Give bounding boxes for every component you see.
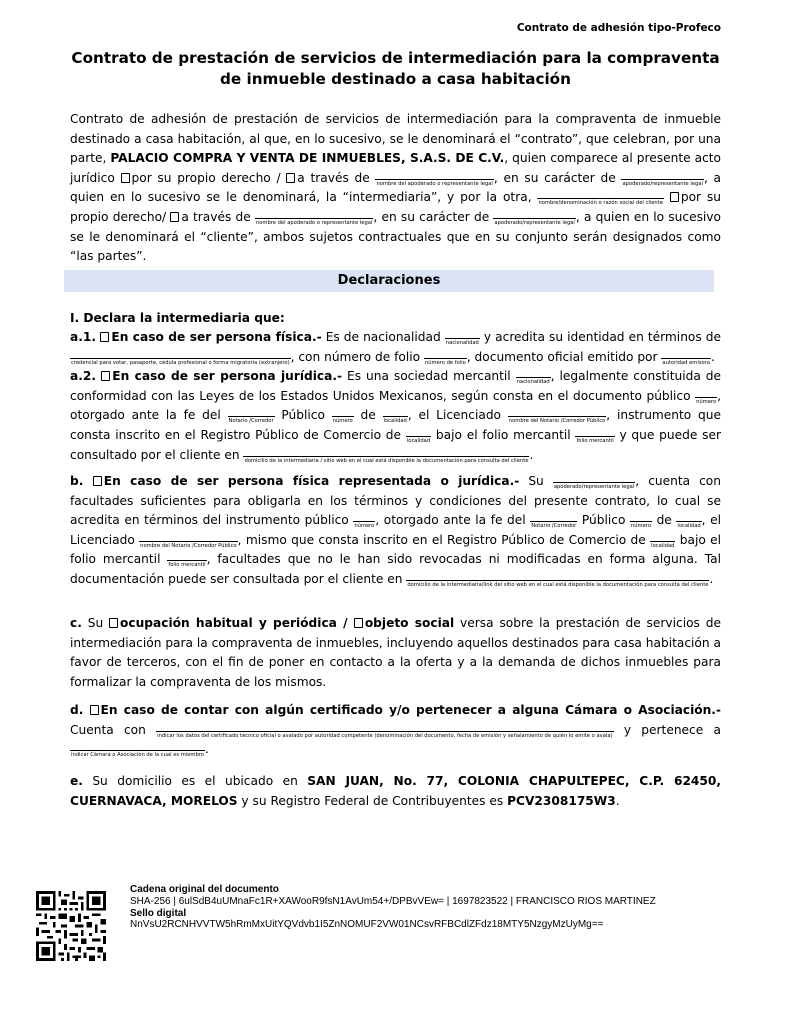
- header-tag: Contrato de adhesión tipo-Profeco: [516, 22, 721, 34]
- blank-field[interactable]: folio mercantil: [576, 437, 614, 444]
- blank-field[interactable]: Notario /Corredor: [228, 418, 274, 425]
- section-title: Declaraciones: [337, 273, 441, 288]
- blank-field[interactable]: localidad: [677, 523, 701, 530]
- blank-field[interactable]: indicar Cámara o Asociación de la cual es miembro: [71, 752, 204, 759]
- blank-field[interactable]: domicilio de la intermediaria/link del sitio web en el cual está disponible la documentación para consulta del cliente: [407, 581, 709, 588]
- checkbox-icon[interactable]: [286, 173, 295, 183]
- intro-paragraph: Contrato de adhesión de prestación de servicios de intermediación para la compraventa de inmueble destinado a casa habitación, al que, en lo sucesivo, se le denominará el “contrato”, que celebran, por una parte, PALACIO COMPRA Y VENTA DE INMUEBLES, S.A.S. DE C.V., quien comparece al presente acto jurídico por su propio derecho / a través de nombre del apoderado o representante legal, en su carácter de apoderado/representante legal, a quien en lo sucesivo se le denominará, la “intermediaria”, y por la otra, nombre/denominación o razón social del cliente por su propio derecho/ a través de nombre del apoderado o representante legal, en su carácter de apoderado/representante legal, a quien en lo sucesivo se le denominará el “cliente”, ambos sujetos contractuales que en su conjunto serán designados como “las partes”.: [70, 112, 722, 264]
- blank-field[interactable]: número de folio: [424, 359, 466, 366]
- declaration-d: d. En caso de contar con algún certificado y/o pertenecer a alguna Cámara o Asociación.- Cuenta con indicar los datos del certificado técnico oficial o avalado por autoridad competente (denominación del documento, fecha de emisión y señalamiento de quién lo emite o avala) y pertenece a indicar Cámara o Asociación de la cual es miembro.: [70, 703, 721, 759]
- blank-field[interactable]: localidad: [383, 418, 407, 425]
- blank-field[interactable]: nombre/denominación o razón social del cliente: [538, 200, 663, 207]
- blank-field[interactable]: localidad: [651, 542, 675, 549]
- checkbox-icon[interactable]: [100, 332, 109, 342]
- cadena-value: SHA-256 | 6ulSdB4uUMnaFc1R+XAWooR9fsN1AvUm54+/DPBvVEw= | 1697823522 | FRANCISCO RIOS MARTINEZ: [130, 895, 656, 907]
- blank-field[interactable]: autoridad emisora: [662, 359, 710, 366]
- sello-value: NnVsU2RCNHVVTW5hRmMxUitYQVdvb1I5ZnNOMUF2VW01NCsvRFBCdlZFdz18MTY5NzgyMzUyMg==: [130, 919, 604, 931]
- blank-field[interactable]: Notario /Corredor: [531, 523, 577, 530]
- blank-field[interactable]: apoderado/representante legal: [553, 484, 635, 490]
- blank-field[interactable]: folio mercantil: [168, 562, 206, 569]
- checkbox-icon[interactable]: [170, 212, 179, 222]
- blank-field[interactable]: domicilio de la intermediaria / sitio web en el cual está disponible la documentación para consulta del cliente: [244, 457, 529, 464]
- digital-signature-block: [130, 884, 656, 931]
- cadena-label: Cadena original del documento: [130, 884, 279, 895]
- declaration-e: e. Su domicilio es el ubicado en SAN JUAN, No. 77, COLONIA CHAPULTEPEC, C.P. 62450, CUERNAVACA, MORELOS y su Registro Federal de Contribuyentes es PCV2308175W3.: [70, 774, 722, 808]
- address: SAN JUAN, No. 77, COLONIA CHAPULTEPEC, C.P. 62450, CUERNAVACA, MORELOS: [70, 774, 722, 808]
- checkbox-icon[interactable]: [93, 476, 102, 486]
- blank-field[interactable]: apoderado/representante legal: [622, 180, 703, 187]
- blank-field[interactable]: número: [332, 418, 353, 425]
- declaration-b: b. En caso de ser persona física representada o jurídica.- Su apoderado/representante legal, cuenta con facultades suficientes para obligarla en los términos y condiciones del presente contrato, lo cual se acredita en términos del instrumento público número, otorgado ante la fe del Notario /Corredor Público número de localidad, el Licenciado nombre del Notario /Corredor Público, mismo que consta inscrito en el Registro Público de Comercio de localidad bajo el folio mercantil folio mercantil, facultades que no le han sido revocadas ni modificadas en forma alguna. Tal documentación puede ser consultada por el cliente en domicilio de la intermediaria/link del sitio web en el cual está disponible la documentación para consulta del cliente.: [70, 474, 722, 588]
- sello-label: Sello digital: [130, 907, 187, 919]
- blank-field[interactable]: nombre del apoderado o representante legal: [255, 219, 373, 226]
- page-title: Contrato de prestación de servicios de intermediación para la compraventa de inmueble destinado a casa habitación: [71, 49, 720, 88]
- blank-field[interactable]: número: [630, 523, 651, 530]
- qr-code-icon: [36, 891, 106, 961]
- company-name: PALACIO COMPRA Y VENTA DE INMUEBLES, S.A.S. DE C.V.: [110, 151, 505, 166]
- blank-field[interactable]: apoderado/representante legal: [494, 219, 575, 226]
- checkbox-icon[interactable]: [101, 371, 110, 381]
- blank-field[interactable]: nacionalidad: [516, 379, 550, 386]
- checkbox-icon[interactable]: [670, 192, 679, 202]
- blank-field[interactable]: indicar los datos del certificado técnico oficial o avalado por autoridad competente (denominación del documento, fecha de emisión y señalamiento de quién lo emite o avala): [157, 732, 613, 739]
- checkbox-icon[interactable]: [109, 618, 118, 628]
- blank-field[interactable]: número: [354, 523, 375, 530]
- blank-field[interactable]: credencial para votar, pasaporte, cédula profesional o forma migratoria (extranjero): [71, 359, 290, 366]
- blank-field[interactable]: nombre del apoderado o representante legal: [376, 180, 493, 187]
- blank-field[interactable]: localidad: [406, 437, 431, 444]
- blank-field[interactable]: nombre del Notario /Corredor Público: [508, 418, 606, 425]
- blank-field[interactable]: número: [696, 398, 717, 405]
- blank-field[interactable]: nacionalidad: [445, 340, 479, 346]
- declaration-a: a.1. En caso de ser persona física.- Es de nacionalidad nacionalidad y acredita su identidad en términos de credencial para votar, pasaporte, cédula profesional o forma migratoria (extranjero), con número de folio número de folio, documento oficial emitido por autoridad emisora. a.2. En caso de ser persona jurídica.- Es una sociedad mercantil nacionalidad, legalmente constituida de conformidad con las Leyes de los Estados Unidos Mexicanos, según consta en el documento público número, otorgado ante la fe del Notario /Corredor Público número de localidad, el Licenciado nombre del Notario /Corredor Público, instrumento que consta inscrito en el Registro Público de Comercio de localidad bajo el folio mercantil folio mercantil y que puede ser consultado por el cliente en domicilio de la intermediaria / sitio web en el cual está disponible la documentación para consulta del cliente.: [70, 330, 722, 464]
- declaration-heading: I. Declara la intermediaria que:: [70, 311, 285, 325]
- blank-field[interactable]: nombre del Notario /Corredor Público: [140, 542, 237, 549]
- declaration-c: c. Su ocupación habitual y periódica / objeto social versa sobre la prestación de servicios de intermediación para la compraventa de inmuebles, incluyendo aquellos destinados para casa habitación a favor de terceros, con el fin de poner en contacto a la oferta y a la demanda de dichos inmuebles para formalizar la compraventa de los mismos.: [70, 616, 721, 689]
- checkbox-icon[interactable]: [354, 618, 363, 628]
- rfc: PCV2308175W3: [507, 793, 616, 808]
- checkbox-icon[interactable]: [121, 173, 130, 183]
- checkbox-icon[interactable]: [90, 705, 99, 715]
